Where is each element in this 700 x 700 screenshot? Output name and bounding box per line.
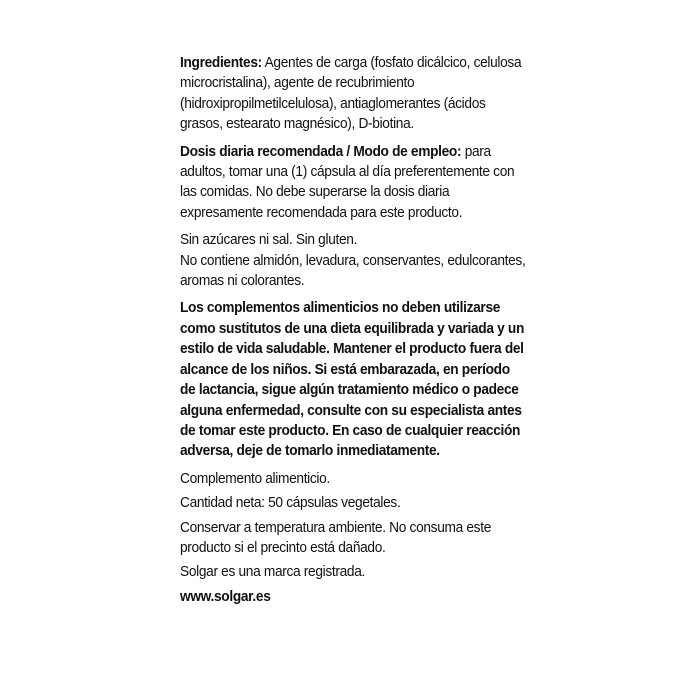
ingredients-paragraph (180, 53, 526, 135)
free-from-line-1: Sin azúcares ni sal. Sin gluten. (180, 232, 358, 249)
warning-paragraph: Los complementos alimenticios no deben utilizarse como sustitutos de una dieta equilibrada y variada y un estilo de vida saludable. Mantener el producto fuera del alcance de los niños. Si está embarazada, en período de lactancia, sigue algún tratamiento médico o padece alguna enfermedad, consulte con su especialista antes de tomar este producto. En caso de cualquier reacción adversa, deje de tomarlo inmediatamente. (180, 300, 524, 460)
dosage-text: para adultos, tomar una (1) cápsula al día preferentemente con las comidas. No debe superarse la dosis diaria expresamente recomendada para este producto. (180, 143, 515, 221)
trademark-text: Solgar es una marca registrada. (180, 564, 366, 581)
free-from-line-2: No contiene almidón, levadura, conservantes, edulcorantes, aromas ni colorantes. (180, 252, 526, 290)
website-text: www.solgar.es (180, 588, 271, 605)
free-from-paragraph (180, 230, 526, 291)
ingredients-heading: Ingredientes: (180, 55, 262, 71)
net-quantity-text: Cantidad neta: 50 cápsulas vegetales. (180, 495, 401, 512)
storage-text: Conservar a temperatura ambiente. No consuma este producto si el precinto está dañado. (180, 519, 491, 556)
dosage-heading: Dosis diaria recomendada / Modo de empleo: (180, 143, 462, 160)
dosage-paragraph (180, 142, 526, 224)
category-text: Complemento alimenticio. (180, 470, 330, 487)
ingredients-text: Agentes de carga (fosfato dicálcico, celulosa microcristalina), agente de recubrimiento (hidroxipropilmetilcelulosa), antiaglomerantes (ácidos grasos, estearato magnésico), D-biotina. (180, 55, 522, 133)
product-label-text (180, 53, 525, 614)
